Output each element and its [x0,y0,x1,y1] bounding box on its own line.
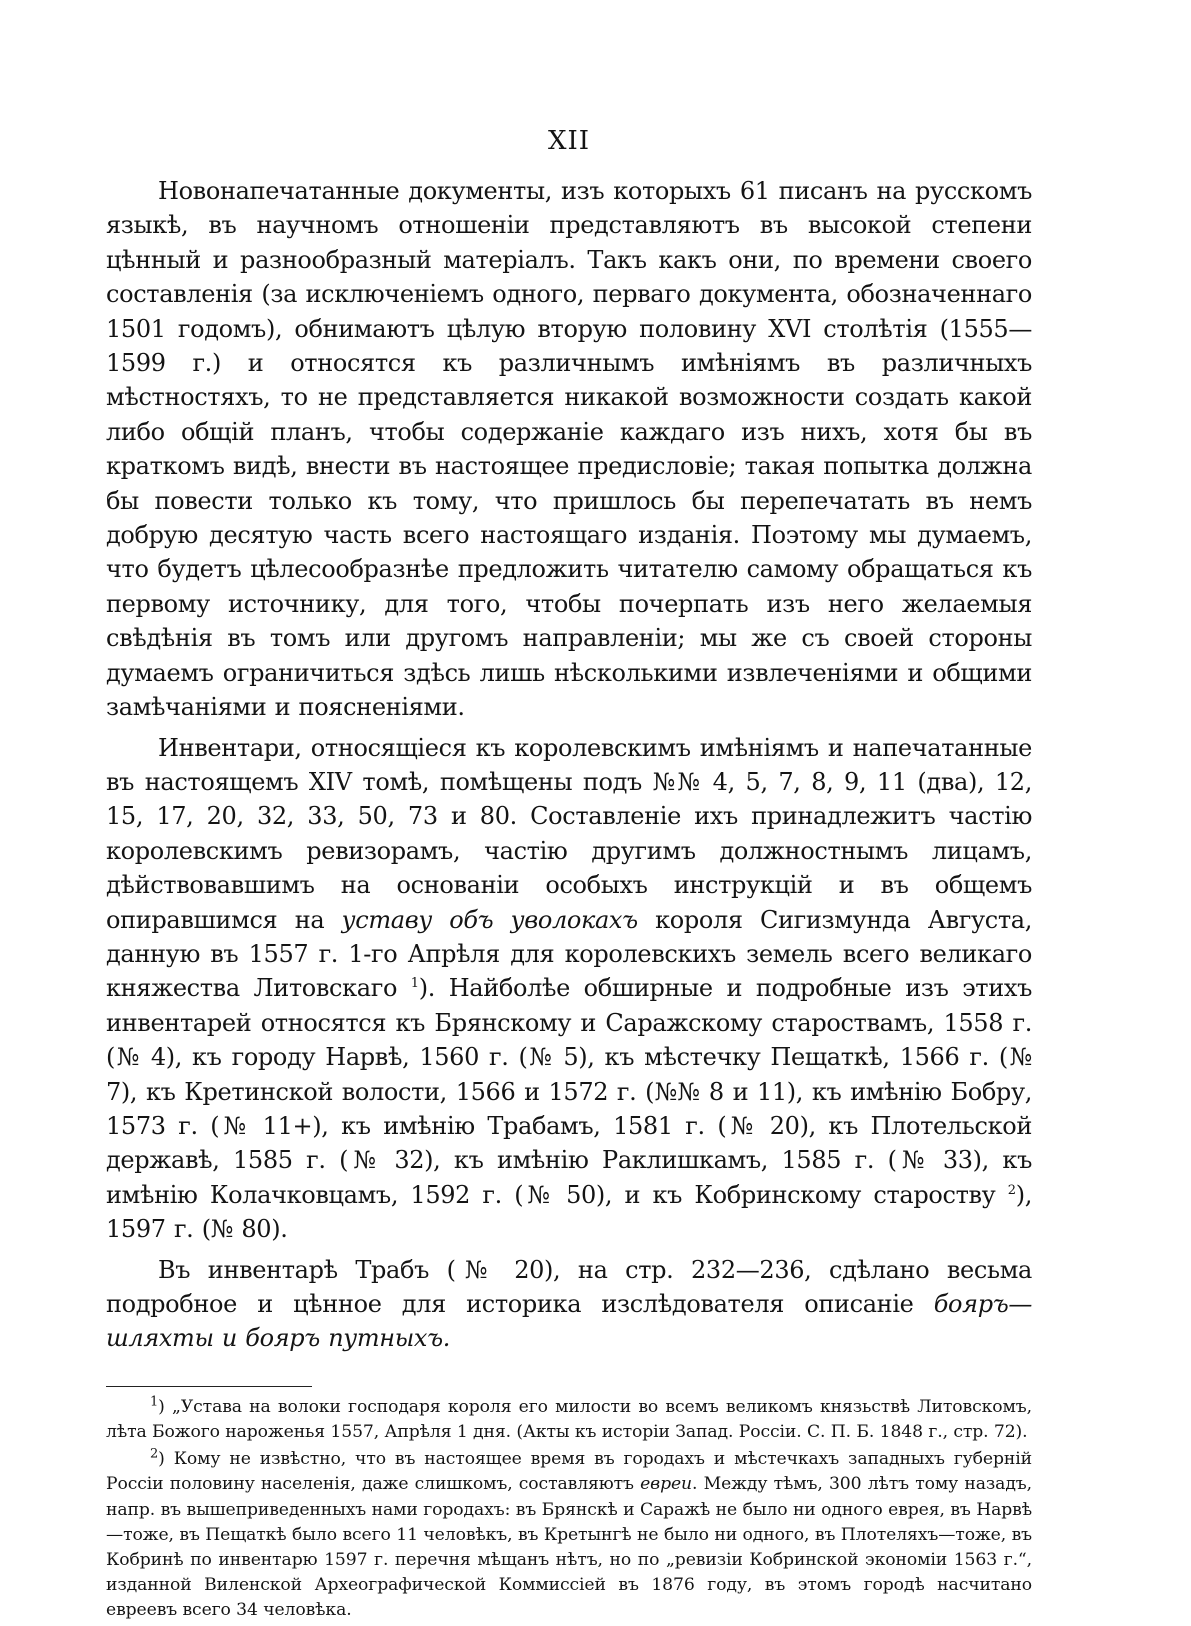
footnote-marker: 1 [150,1394,159,1410]
footnote-text: ) Кому не извѣстно, что въ настоящее время въ городахъ и мѣстечкахъ западныхъ губерній Россіи половину населенія, даже слишкомъ, составляютъ [106,1449,1032,1495]
document-page [106,0,1033,1621]
footnote-text: . Между тѣмъ, 300 лѣтъ тому назадъ, напр. въ вышеприведенныхъ нами городахъ: въ Брянскѣ и Саражѣ не было ни одного еврея, въ Нарвѣ—тоже, въ Пещаткѣ было всего 11 человѣкъ, въ Кретынгѣ не было ни одного, въ Плотеляхъ—тоже, въ Кобринѣ по инвентарю 1597 г. перечня мѣщанъ нѣтъ, но по „ревизіи Кобринской экономіи 1563 г.“, изданной Виленской Археографической Коммиссіей въ 1876 году, въ этомъ городѣ насчитано евреевъ всего 34 человѣка. [106,1474,1033,1621]
footnote-2 [106,1447,1032,1623]
main-text [106,174,1032,1626]
paragraph-text: Инвентари, относящіеся къ королевскимъ имѣніямъ и напечатанные въ настоящемъ XIV томѣ, помѣщены подъ №№ 4, 5, 7, 8, 9, 11 (два), 12, 15, 17, 20, 32, 33, 50, 73 и 80. Составленіе ихъ принадлежитъ частію королевскимъ ревизорамъ, частію другимъ должностнымъ лицамъ, дѣйствовавшимъ на основаніи особыхъ инструкцій и въ общемъ опиравшимся на [106,733,1032,934]
footnote-marker: 2 [150,1446,159,1462]
footnote-divider [106,1386,312,1387]
paragraph-text: ). Найболѣе обширные и подробные изъ этихъ инвентарей относятся къ Брянскому и Саражскому староствамъ, 1558 г. (№ 4), къ городу Нарвѣ, 1560 г. (№ 5), къ мѣстечку Пещаткѣ, 1566 г. (№ 7), къ Кретинской волости, 1566 и 1572 г. (№№ 8 и 11), къ имѣнію Бобру, 1573 г. (№ 11+), къ имѣнію Трабамъ, 1581 г. (№ 20), къ Плотельской державѣ, 1585 г. (№ 32), къ имѣнію Раклишкамъ, 1585 г. (№ 33), къ имѣнію Колачковцамъ, 1592 г. (№ 50), и къ Кобринскому староству [106,974,1032,1209]
paragraph-text: Въ инвентарѣ Трабъ (№ 20), на стр. 232—236, сдѣлано весьма подробное и цѣнное для историка изслѣдователя описаніе [106,1255,1032,1318]
paragraph-text: Новонапечатанные документы, изъ которыхъ 61 писанъ на русскомъ языкѣ, въ научномъ отношеніи представляютъ въ высокой степени цѣнный и разнообразный матеріалъ. Такъ какъ они, по времени своего составленія (за исключеніемъ одного, перваго документа, обозначеннаго 1501 годомъ), обнимаютъ цѣлую вторую половину XVI столѣтія (1555—1599 г.) и относятся къ различнымъ имѣніямъ въ различныхъ мѣстностяхъ, то не представляется никакой возможности создать какой либо общій планъ, чтобы содержаніе каждаго изъ нихъ, хотя бы въ краткомъ видѣ, внести въ настоящее предисловіе; такая попытка должна бы повести только къ тому, что пришлось бы перепечатать въ немъ добрую десятую часть всего настоящаго изданія. Поэтому мы думаемъ, что будетъ цѣлесообразнѣе предложить читателю самому обращаться къ первому источнику, для того, чтобы почерпать изъ него желаемыя свѣдѣнія въ томъ или другомъ направленіи; мы же съ своей стороны думаемъ ограничиться здѣсь лишь нѣсколькими извлеченіями и общими замѣчаніями и поясненіями. [106,177,1032,722]
footnote-1 [106,1395,1032,1445]
footnote-text: ) „Устава на волоки господаря короля его милости во всемъ великомъ князьствѣ Литовскомъ, лѣта Божого нароженья 1557, Апрѣля 1 дня. (Акты къ исторіи Запад. Россіи. С. П. Б. 1848 г., стр. 72). [106,1396,1032,1443]
paragraph-text: короля Сигизмунда Августа, данную въ 1557 г. 1-го Апрѣля для королевскихъ земель всего великаго княжества Литовскаго [106,905,1033,1003]
paragraph-3 [106,1253,1032,1356]
italic-phrase: уставу объ уволокахъ [341,905,638,934]
page-number: XII [547,126,591,156]
paragraph-1 [106,174,1032,725]
footnote-ref-2[interactable]: 2 [1007,1182,1016,1198]
paragraph-2 [106,731,1032,1247]
paragraph-text: ), 1597 г. (№ 80). [106,1180,1032,1244]
italic-phrase: бояръ—шляхты и бояръ путныхъ. [106,1290,1032,1353]
italic-word: евреи [640,1474,693,1495]
footnote-ref-1[interactable]: 1 [410,976,419,992]
